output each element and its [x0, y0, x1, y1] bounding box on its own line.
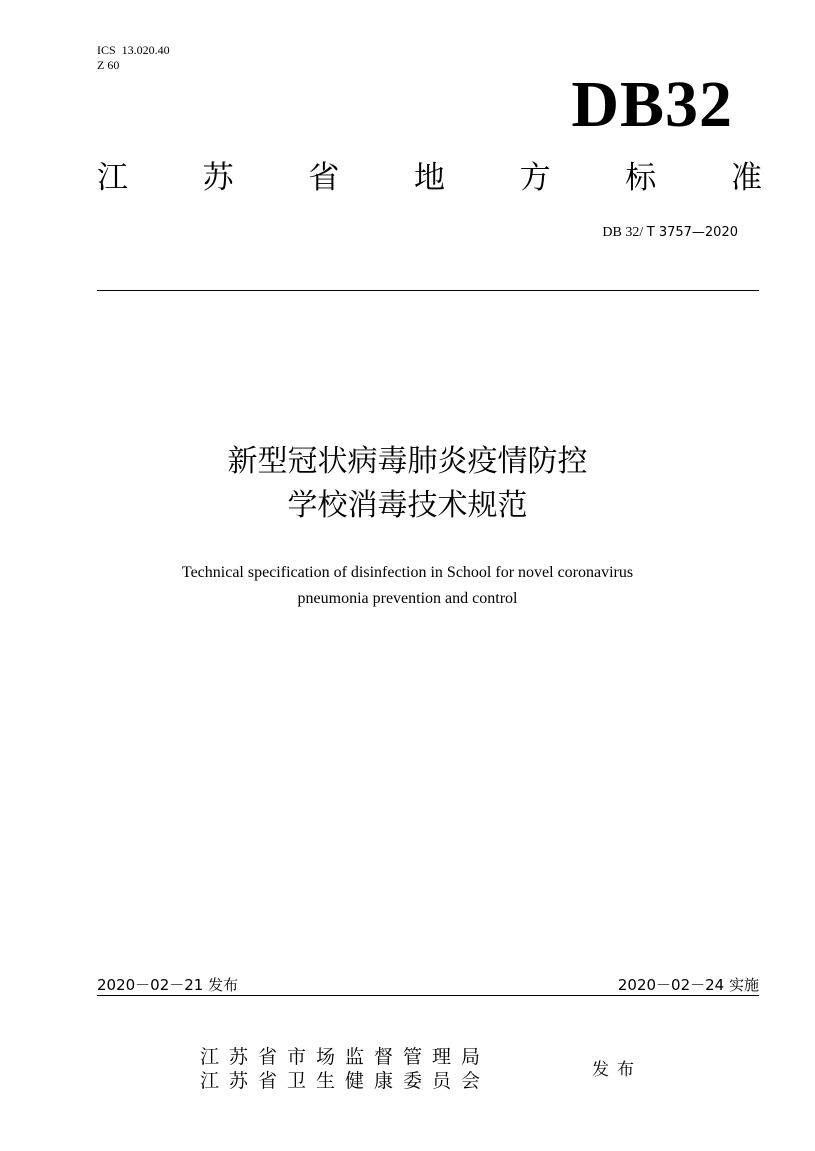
standard-number — [602, 223, 738, 243]
standard-type-title — [97, 158, 762, 198]
issuer-market-regulation: 江苏省市场监督管理局 — [200, 1046, 491, 1068]
chinese-title-line-1: 新型冠状病毒肺炎疫情防控 — [227, 444, 588, 479]
publish-label: 发布 — [592, 1060, 642, 1080]
implementation-date: 2020－02－24 实施 — [617, 976, 759, 994]
standard-code: T 3757—2020 — [646, 225, 738, 240]
title-char: 方 — [519, 160, 551, 196]
english-title — [0, 560, 815, 612]
top-divider — [97, 290, 759, 291]
bottom-divider — [97, 995, 759, 996]
issuer-health-commission: 江苏省卫生健康委员会 — [200, 1070, 491, 1092]
title-char: 准 — [730, 160, 762, 196]
db-logo: DB32 — [571, 68, 733, 141]
title-char: 标 — [625, 160, 657, 196]
chinese-title — [0, 440, 815, 528]
title-char: 苏 — [202, 160, 234, 196]
issuing-authorities — [200, 1045, 490, 1093]
title-char: 地 — [413, 160, 445, 196]
release-date: 2020－02－21 发布 — [97, 976, 239, 994]
english-title-line-2: pneumonia prevention and control — [297, 590, 518, 607]
title-char: 省 — [308, 160, 340, 196]
title-char: 江 — [97, 160, 128, 196]
classification-codes — [97, 43, 170, 73]
chinese-title-line-2: 学校消毒技术规范 — [287, 488, 528, 523]
ics-code: ICS 13.020.40 — [97, 43, 170, 57]
ccs-code: Z 60 — [97, 58, 120, 72]
english-title-line-1: Technical specification of disinfection in School for novel coronavirus — [181, 564, 634, 581]
standard-prefix: DB 32/ — [602, 225, 644, 240]
